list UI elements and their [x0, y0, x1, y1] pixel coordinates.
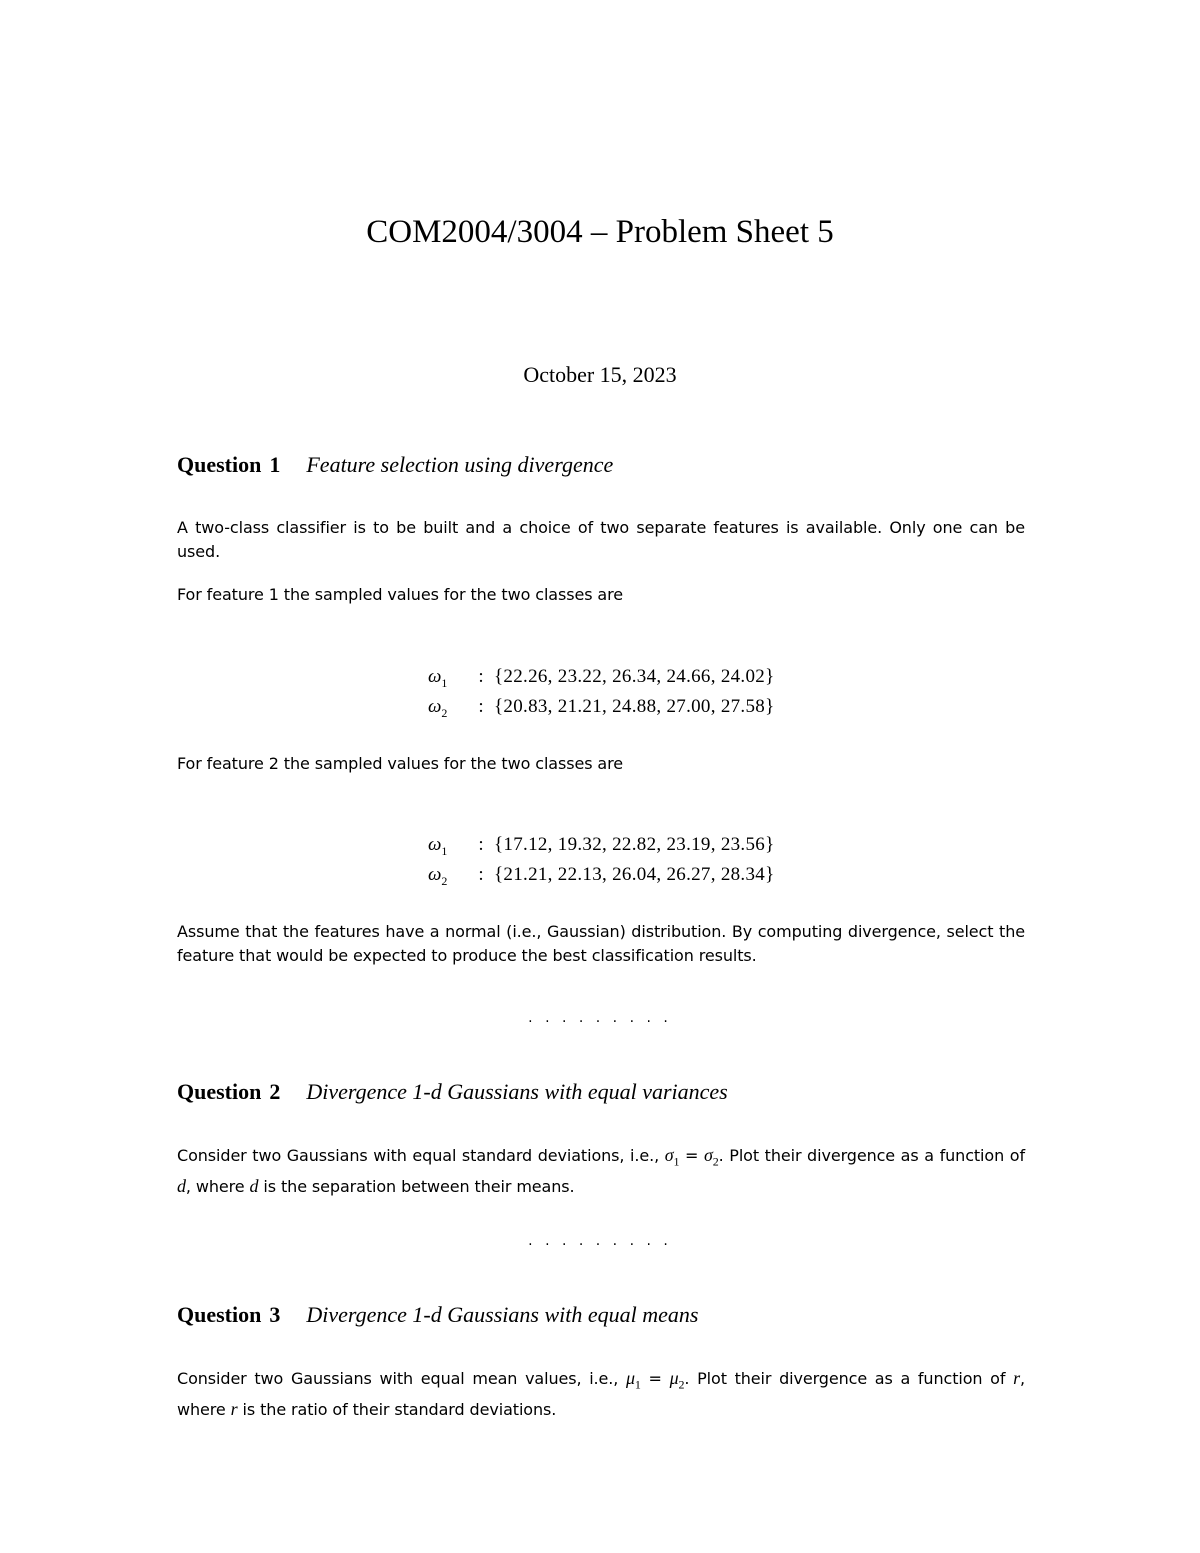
feature-2-text: For feature 2 the sampled values for the two classes are — [177, 754, 624, 773]
question-2-body: Consider two Gaussians with equal standard deviations, i.e., $\sigma_1 = \sigma_2$. Plot their divergence as a function of d, where d is the separation between their means. — [177, 1145, 1025, 1196]
sample-values: {20.83, 21.21, 24.88, 27.00, 27.58} — [494, 696, 775, 717]
section-separator: · · · · · · · · · — [528, 1237, 672, 1253]
question-1-outro: Assume that the features have a normal (i.e., Gaussian) distribution. By computing divergence, select the feature that would be expected to produce the best classification results. — [177, 922, 1025, 965]
math-variable: r — [230, 1398, 238, 1419]
math-row — [428, 830, 775, 860]
math-symbol: $\sigma_2$ — [703, 1145, 719, 1169]
math-variable: r — [1013, 1368, 1021, 1388]
math-symbol: $\mu_2$ — [669, 1368, 685, 1392]
sample-values: {22.26, 23.22, 26.34, 24.66, 24.02} — [494, 666, 775, 687]
sample-values: {17.12, 19.32, 22.82, 23.19, 23.56} — [494, 834, 775, 855]
question-topic: Divergence 1-d Gaussians with equal means — [306, 1302, 699, 1327]
question-topic: Divergence 1-d Gaussians with equal variances — [306, 1079, 728, 1104]
math-symbol: $\mu_1$ — [625, 1368, 641, 1392]
question-number: 2 — [269, 1079, 281, 1104]
question-label: Question — [177, 1302, 262, 1327]
colon: : — [478, 666, 484, 687]
math-row — [428, 692, 775, 722]
math-row — [428, 860, 775, 890]
document-date: October 15, 2023 — [523, 362, 677, 387]
class-symbol: $\omega_2$ — [428, 696, 448, 720]
question-topic: Feature selection using divergence — [306, 452, 614, 477]
colon: : — [478, 696, 484, 717]
question-number: 3 — [269, 1302, 281, 1327]
question-label: Question — [177, 452, 262, 477]
question-1-heading — [177, 451, 613, 479]
class-symbol: $\omega_2$ — [428, 864, 448, 888]
math-row — [428, 662, 775, 692]
document-title: COM2004/3004 – Problem Sheet 5 — [366, 214, 834, 250]
feature-1-text: For feature 1 the sampled values for the two classes are — [177, 585, 624, 604]
colon: : — [478, 864, 484, 885]
colon: : — [478, 834, 484, 855]
section-separator: · · · · · · · · · — [528, 1014, 672, 1030]
math-variable: d — [249, 1175, 259, 1196]
class-symbol: $\omega_1$ — [428, 834, 448, 858]
feature-2-values — [428, 830, 775, 890]
question-number: 1 — [269, 452, 281, 477]
math-variable: d — [177, 1175, 186, 1196]
feature-1-values — [428, 662, 775, 722]
math-symbol: $\sigma_1$ — [664, 1145, 680, 1169]
question-2-heading — [177, 1078, 728, 1106]
sample-values: {21.21, 22.13, 26.04, 26.27, 28.34} — [494, 864, 775, 885]
question-3-body: Consider two Gaussians with equal mean values, i.e., $\mu_1 = \mu_2$. Plot their divergence as a function of r, where r is the ratio of their standard deviations. — [177, 1368, 1026, 1419]
class-symbol: $\omega_1$ — [428, 666, 448, 690]
question-1-intro: A two-class classifier is to be built and a choice of two separate features is available. Only one can be used. — [177, 518, 1025, 561]
question-3-heading — [177, 1301, 698, 1329]
question-label: Question — [177, 1079, 262, 1104]
